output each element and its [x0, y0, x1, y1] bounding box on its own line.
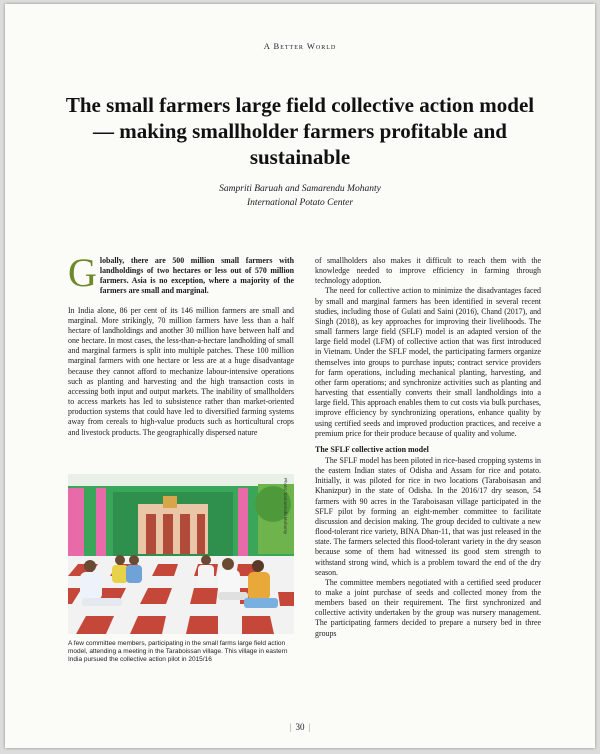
intro-paragraph [68, 250, 294, 297]
photo-caption: A few committee members, participating in the small farms large field action model, attending a meeting in the Taraboissan village. This village in eastern India pursued the collective action pilot in 2015/16 [68, 640, 288, 663]
body-paragraph: In India alone, 86 per cent of its 146 million farmers are small and marginal. More strikingly, 70 million farmers have less than a half hectare of landholdings and another 30 million have between half and one hectare. In most cases, the less-than-a-hectare landholding of small and marginal farmers is split into multiple patches. These 100 million marginal farmers with one hectare or less are at a huge disadvantage because they cannot afford to mechanize labour-intensive operations such as planting and harvesting and the high transaction costs in accessing both input and output markets. The inability of smallholders to access markets has led to subsistence rather than market-oriented production systems that could have led to diversified farming systems away from cereals to high-value products such as horticultural crops and livestock products. The geographically dispersed nature [68, 305, 294, 437]
article-affiliation: International Potato Center [246, 198, 354, 208]
article-title: The small farmers large field collective action model — making smallholder farmers profitable and sustainable [65, 93, 535, 169]
article-authors: Sampriti Baruah and Samarendu Mohanty [219, 184, 381, 194]
body-paragraph: of smallholders also makes it difficult to reach them with the knowledge needed to improve efficiency in farming through technology adoption. [315, 256, 541, 286]
running-header: A Better World [263, 41, 337, 51]
intro-text: lobally, there are 500 million small farmers with landholdings of two hectares or less out of 570 million farmers. Asia is no exception, where a majority of the farmers are small and marginal. [99, 256, 294, 296]
page-number-text: 30 [295, 722, 305, 732]
body-paragraph: The SFLF model has been piloted in rice-based cropping systems in the eastern Indian states of Odisha and Assam for rice and potato. Initially, it was piloted for rice in two locations (Taraboisasan and Khanizpur) in the state of Odisha. In the 2016/17 dry season, 54 farmers with 90 acres in the Taraboisasan village participated in the SFLF pilot by forming an eight-member committee to facilitate discussion and decision making. The group decided to cultivate a new flood-tolerant rice variety, BINA Dhan-11, that was just released in the state. The farmers selected this flood-tolerant variety in the dry season because some of them had witnessed its good stem strength to withstand strong wind, which is a problem toward the end of the dry season. [315, 455, 541, 577]
page-number: | 30 | [289, 722, 311, 732]
right-column [315, 256, 541, 639]
meeting-photo [68, 474, 294, 634]
drop-cap: G [68, 250, 97, 295]
body-paragraph: The need for collective action to minimize the disadvantages faced by small and marginal farmers has been identified in several recent studies, including those of Gulati and Saini (2016), Chand (2017), and Singh (2018), as key approaches for improving their livelihoods. The small farmers large field (SFLF) model is an adapted version of the large field model (LFM) of collective action that was first introduced in Vietnam. Under the SFLF model, the participating farmers organize themselves into groups to purchase inputs; contract service providers for farm operations, including mechanical planting, harvesting, and other farm operations; and synchronize activities such as planting and harvesting that essentially converts their small landholdings into a large field. This approach enables them to cut costs via bulk purchases, improve efficiency by synchronizing operations, enhance quality by using certified seeds and improved production practices, and receive a premium price for their produce because of quality and volume. [315, 286, 541, 438]
body-paragraph: The committee members negotiated with a certified seed producer to make a joint purchase of seeds and collected money from the members based on their requirement. The first synchronized and collective activity undertaken by the group was nursery management. The participating farmers decided to prepare a nursery bed in three groups [315, 577, 541, 638]
section-heading: The SFLF collective action model [315, 444, 429, 454]
photo-credit: Photo: Samarendu Mohanty [283, 478, 288, 535]
document-page [5, 4, 595, 748]
left-column [68, 250, 294, 438]
